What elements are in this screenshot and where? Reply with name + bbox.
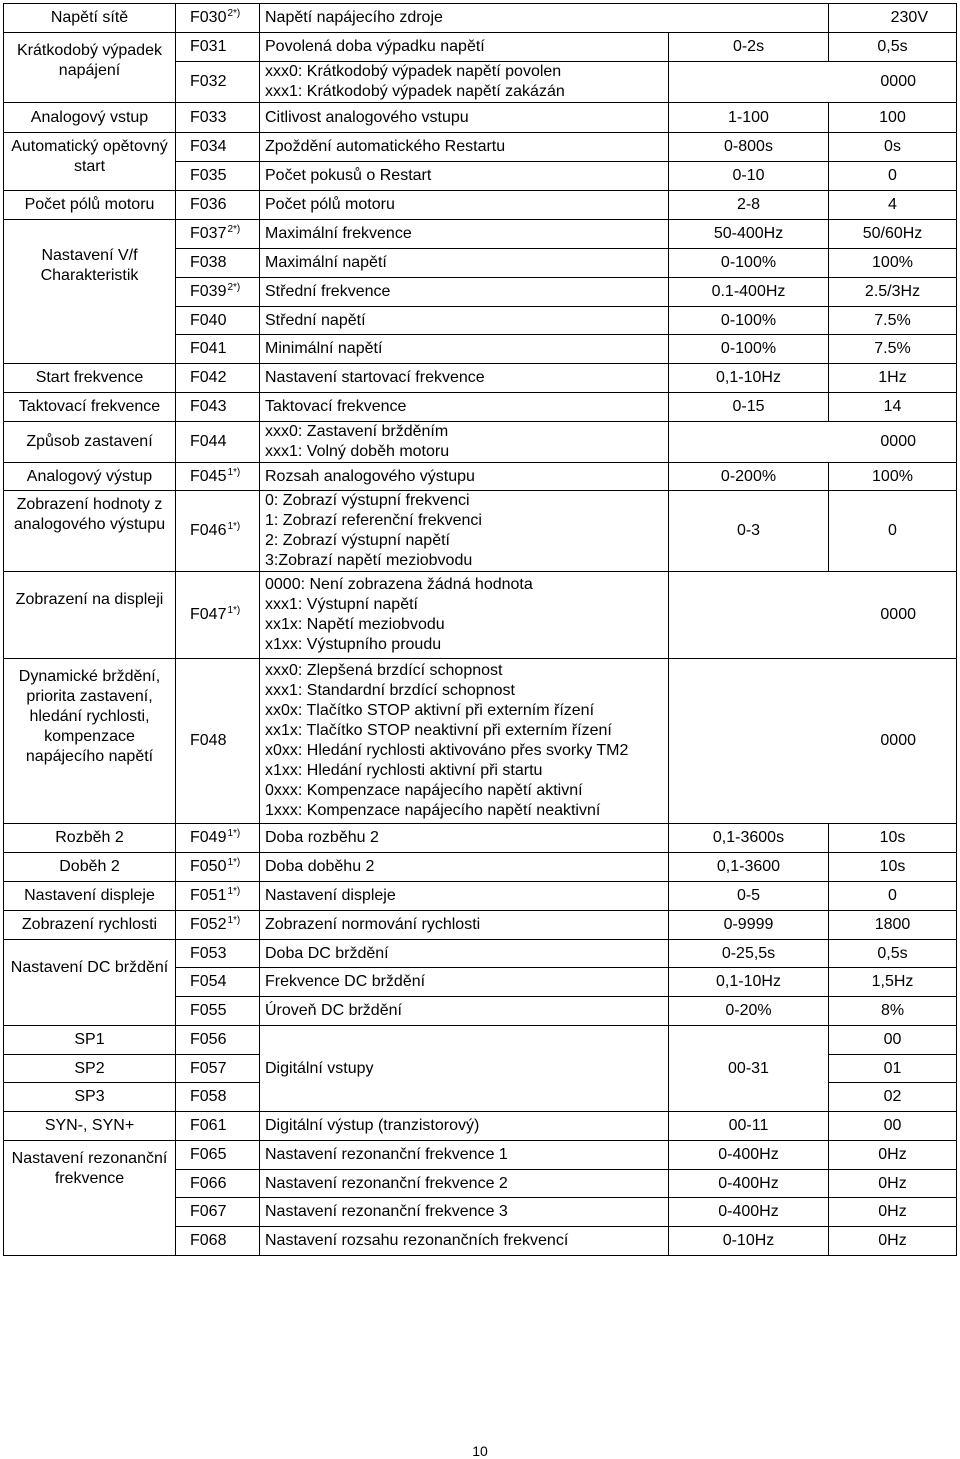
group-label: Dynamické brždění, priorita zastavení, hledání rychlosti, kompenzace napájecího napětí [4,659,176,824]
description-line: Napětí napájecího zdroje [265,9,443,26]
param-row-f036 [4,191,957,220]
param-code [176,1083,260,1112]
description-line: Střední napětí [265,311,366,329]
param-code-text: F036 [190,196,227,213]
group-label: Napětí sítě [4,4,176,33]
param-description [260,853,669,882]
param-range: 2-8 [669,191,829,220]
param-code-text: F061 [190,1117,227,1134]
param-range: 00-31 [669,1026,829,1112]
param-description [260,278,669,307]
description-line: Počet pokusů o Restart [265,167,432,184]
param-code-text: F035 [190,167,227,184]
param-row-f033 [4,103,957,133]
param-code-text: F048 [190,732,227,749]
param-code-text: F053 [190,944,227,962]
param-description [260,33,669,62]
description-line: Minimální napětí [265,340,383,357]
param-description [260,882,669,911]
parameter-table [3,3,957,1256]
param-description [260,249,669,278]
param-code [176,1055,260,1083]
param-code-text: F066 [190,1174,227,1192]
param-code [176,133,260,162]
param-range: 0-3 [669,491,829,572]
footnote-marker: 2*) [227,282,241,293]
param-description [260,162,669,191]
description-line: Nastavení rezonanční frekvence 1 [265,1146,508,1163]
param-description [260,1141,669,1170]
group-label: Automatický opětovný start [4,133,176,191]
description-line: xx1x: Napětí meziobvodu [265,616,445,633]
param-code-text: F057 [190,1059,227,1077]
param-code-text: F044 [190,433,227,450]
param-range: 0-400Hz [669,1141,829,1170]
param-row-f037 [4,220,957,249]
param-code-text: F040 [190,311,227,329]
param-code [176,1227,260,1256]
param-code [176,659,260,824]
param-range: 0-400Hz [669,1170,829,1198]
param-description [260,659,669,824]
param-range: 0-10 [669,162,829,191]
param-row-f051 [4,882,957,911]
description-line: xxx1: Krátkodobý výpadek napětí zakázán [265,83,565,100]
param-description [260,307,669,335]
param-range: 0-2s [669,33,829,62]
description-line: 1: Zobrazí referenční frekvenci [265,512,482,529]
param-row-f044 [4,422,957,463]
param-row-f053 [4,940,957,968]
description-line: Zpoždění automatického Restartu [265,138,506,155]
param-row-f031 [4,33,957,62]
param-description [260,62,669,103]
group-label: SYN-, SYN+ [4,1112,176,1141]
param-code-text: F065 [190,1146,227,1163]
param-code [176,1198,260,1227]
description-line: xx1x: Tlačítko STOP neaktivní při externím řízení [265,722,612,739]
description-line: Nastavení startovací frekvence [265,369,485,386]
param-description [260,191,669,220]
description-line: x1xx: Výstupního proudu [265,636,442,653]
description-line: Doba doběhu 2 [265,858,375,875]
description-line: Počet pólů motoru [265,196,395,213]
param-description [260,133,669,162]
param-code [176,940,260,968]
description-line: Rozsah analogového výstupu [265,467,475,485]
param-default: 100 [829,103,957,133]
param-description [260,463,669,491]
param-code-text: F047 [190,606,227,623]
param-row-f052 [4,911,957,940]
param-description [260,4,829,33]
param-row-f056 [4,1026,957,1055]
param-range: 0,1-3600 [669,853,829,882]
group-label: Rozběh 2 [4,824,176,853]
param-code [176,824,260,853]
group-label: SP1 [4,1026,176,1055]
description-line: xx0x: Tlačítko STOP aktivní při externím řízení [265,702,595,719]
param-description [260,911,669,940]
footnote-marker: 1*) [227,915,241,926]
param-code [176,249,260,278]
param-code [176,103,260,133]
description-line: xxx0: Zastavení bržděním [265,423,449,440]
footnote-marker: 1*) [227,886,241,897]
description-line: Nastavení rozsahu rezonančních frekvencí [265,1232,569,1249]
param-default: 10s [829,824,957,853]
description-line: 3:Zobrazí napětí meziobvodu [265,552,473,569]
param-description [260,422,669,463]
param-code [176,62,260,103]
group-label: Zobrazení na displeji [4,572,176,659]
param-code-text: F042 [190,369,227,386]
description-line: Povolená doba výpadku napětí [265,38,485,55]
group-label: Způsob zastavení [4,422,176,463]
param-row-f030 [4,4,957,33]
param-code-text: F068 [190,1232,227,1249]
param-row-f065 [4,1141,957,1170]
param-default: 02 [829,1083,957,1112]
param-default: 01 [829,1055,957,1083]
param-default: 100% [829,463,957,491]
param-description [260,364,669,393]
param-row-f061 [4,1112,957,1141]
param-code [176,911,260,940]
param-code [176,307,260,335]
param-row-f047 [4,572,957,659]
param-range: 0-200% [669,463,829,491]
description-line: 1xxx: Kompenzace napájecího napětí neaktivní [265,802,601,819]
group-label: Doběh 2 [4,853,176,882]
param-code-text: F058 [190,1088,227,1105]
param-code [176,1141,260,1170]
param-description [260,220,669,249]
param-range: 0-400Hz [669,1198,829,1227]
param-default: 0s [829,133,957,162]
group-label: Analogový výstup [4,463,176,491]
param-description [260,393,669,422]
param-code-text: F046 [190,522,227,539]
param-description [260,103,669,133]
param-code [176,4,260,33]
param-range: 0,1-10Hz [669,364,829,393]
param-default: 230V [829,4,957,33]
description-line: 2: Zobrazí výstupní napětí [265,532,450,549]
param-default: 4 [829,191,957,220]
param-code-text: F049 [190,829,227,846]
footnote-marker: 1*) [227,521,241,532]
param-default: 7.5% [829,335,957,364]
param-range: 0-100% [669,335,829,364]
description-line: xxx0: Zlepšená brzdící schopnost [265,662,503,679]
group-label: Nastavení V/f Charakteristik [4,220,176,364]
param-code [176,882,260,911]
param-default: 2.5/3Hz [829,278,957,307]
param-default: 8% [829,997,957,1026]
param-code [176,572,260,659]
footnote-marker: 1*) [227,466,241,478]
param-code [176,393,260,422]
description-line: Nastavení rezonanční frekvence 3 [265,1203,508,1220]
description-line: xxx1: Výstupní napětí [265,596,418,613]
param-code [176,968,260,997]
param-code-text: F052 [190,916,227,933]
param-row-f042 [4,364,957,393]
param-code-text: F067 [190,1203,227,1220]
description-line: 0xxx: Kompenzace napájecího napětí aktivní [265,782,583,799]
param-default: 14 [829,393,957,422]
param-range: 0.1-400Hz [669,278,829,307]
param-default: 100% [829,249,957,278]
param-description [260,1112,669,1141]
description-line: Frekvence DC brždění [265,973,426,990]
description-line: x1xx: Hledání rychlosti aktivní při startu [265,762,543,779]
param-range: 0-800s [669,133,829,162]
param-code [176,278,260,307]
param-code-text: F034 [190,138,227,155]
param-row-f046 [4,491,957,572]
group-label: Nastavení DC brždění [4,940,176,1026]
param-code [176,463,260,491]
description-line: x0xx: Hledání rychlosti aktivováno přes svorky TM2 [265,742,629,759]
param-code-text: F055 [190,1002,227,1019]
param-default: 00 [829,1112,957,1141]
description-line: Maximální frekvence [265,225,412,242]
param-code-text: F037 [190,225,227,242]
param-range: 0-9999 [669,911,829,940]
param-range: 50-400Hz [669,220,829,249]
param-row-f050 [4,853,957,882]
param-description [260,1198,669,1227]
param-range: 0-25,5s [669,940,829,968]
param-code [176,853,260,882]
param-description [260,997,669,1026]
param-description [260,1026,669,1112]
group-label: Počet pólů motoru [4,191,176,220]
footnote-marker: 1*) [227,857,241,868]
param-code-text: F030 [190,9,227,26]
description-line: xxx0: Krátkodobý výpadek napětí povolen [265,63,562,80]
param-description [260,572,669,659]
param-description [260,824,669,853]
param-description [260,491,669,572]
description-line: Nastavení displeje [265,887,396,904]
group-label: SP3 [4,1083,176,1112]
param-default: 1Hz [829,364,957,393]
param-code [176,33,260,62]
param-code-text: F045 [190,467,227,485]
param-range: 0-100% [669,249,829,278]
param-default: 1,5Hz [829,968,957,997]
param-range: 0-10Hz [669,1227,829,1256]
param-range: 0-100% [669,307,829,335]
description-line: Zobrazení normování rychlosti [265,916,481,933]
param-code-text: F051 [190,887,227,904]
param-default: 0Hz [829,1170,957,1198]
param-code-text: F043 [190,398,227,415]
description-line: Doba rozběhu 2 [265,829,379,846]
param-code-text: F056 [190,1031,227,1048]
param-range: 0-5 [669,882,829,911]
param-code [176,335,260,364]
param-default: 1800 [829,911,957,940]
param-row-f043 [4,393,957,422]
footnote-marker: 1*) [227,828,241,839]
description-line: Doba DC brždění [265,944,389,962]
param-code [176,1112,260,1141]
param-default: 0Hz [829,1227,957,1256]
description-line: Citlivost analogového vstupu [265,108,469,126]
group-label: Nastavení rezonanční frekvence [4,1141,176,1256]
param-code-text: F031 [190,38,227,55]
param-default: 0 [829,491,957,572]
param-default: 50/60Hz [829,220,957,249]
param-code [176,422,260,463]
group-label: Zobrazení rychlosti [4,911,176,940]
group-label: Analogový vstup [4,103,176,133]
param-description [260,968,669,997]
param-code-text: F050 [190,858,227,875]
description-line: xxx1: Volný doběh motoru [265,443,450,460]
group-label: Start frekvence [4,364,176,393]
param-description [260,335,669,364]
footnote-marker: 2*) [227,224,241,235]
param-code [176,491,260,572]
param-default: 7.5% [829,307,957,335]
description-line: Digitální vstupy [265,1059,374,1077]
param-row-f045 [4,463,957,491]
description-line: xxx1: Standardní brzdící schopnost [265,682,515,699]
description-line: Taktovací frekvence [265,398,407,415]
param-code [176,997,260,1026]
param-code [176,1170,260,1198]
param-code [176,364,260,393]
param-description [260,1170,669,1198]
param-default: 0,5s [829,33,957,62]
param-default: 0 [829,162,957,191]
description-line: 0000: Není zobrazena žádná hodnota [265,576,533,593]
parameter-table-body [4,4,957,1256]
param-row-f049 [4,824,957,853]
param-default: 0000 [669,659,957,824]
param-range: 00-11 [669,1112,829,1141]
param-range: 0,1-10Hz [669,968,829,997]
page-number: 10 [472,1443,488,1459]
param-code-text: F033 [190,108,227,126]
description-line: Úroveň DC brždění [265,1002,402,1019]
param-code-text: F041 [190,340,227,357]
param-description [260,940,669,968]
description-line: Digitální výstup (tranzistorový) [265,1117,480,1134]
footnote-marker: 2*) [227,8,241,19]
param-default: 0Hz [829,1141,957,1170]
param-default: 0 [829,882,957,911]
param-code [176,1026,260,1055]
param-code-text: F039 [190,283,227,300]
param-default: 0000 [669,572,957,659]
description-line: Nastavení rezonanční frekvence 2 [265,1174,508,1192]
param-default: 0,5s [829,940,957,968]
footnote-marker: 1*) [227,605,241,616]
param-default: 0000 [669,422,957,463]
description-line: Maximální napětí [265,254,387,271]
param-range: 1-100 [669,103,829,133]
group-label: Nastavení displeje [4,882,176,911]
param-code-text: F038 [190,254,227,271]
param-range: 0,1-3600s [669,824,829,853]
param-default: 0000 [669,62,957,103]
param-code-text: F054 [190,973,227,990]
param-range: 0-15 [669,393,829,422]
group-label: SP2 [4,1055,176,1083]
param-range: 0-20% [669,997,829,1026]
group-label: Zobrazení hodnoty z analogového výstupu [4,491,176,572]
param-row-f048 [4,659,957,824]
group-label: Taktovací frekvence [4,393,176,422]
param-code [176,191,260,220]
param-row-f034 [4,133,957,162]
param-description [260,1227,669,1256]
param-default: 00 [829,1026,957,1055]
param-default: 10s [829,853,957,882]
group-label: Krátkodobý výpadek napájení [4,33,176,103]
param-code [176,162,260,191]
description-line: 0: Zobrazí výstupní frekvenci [265,492,470,509]
param-default: 0Hz [829,1198,957,1227]
description-line: Střední frekvence [265,283,391,300]
param-code [176,220,260,249]
param-code-text: F032 [190,73,227,90]
